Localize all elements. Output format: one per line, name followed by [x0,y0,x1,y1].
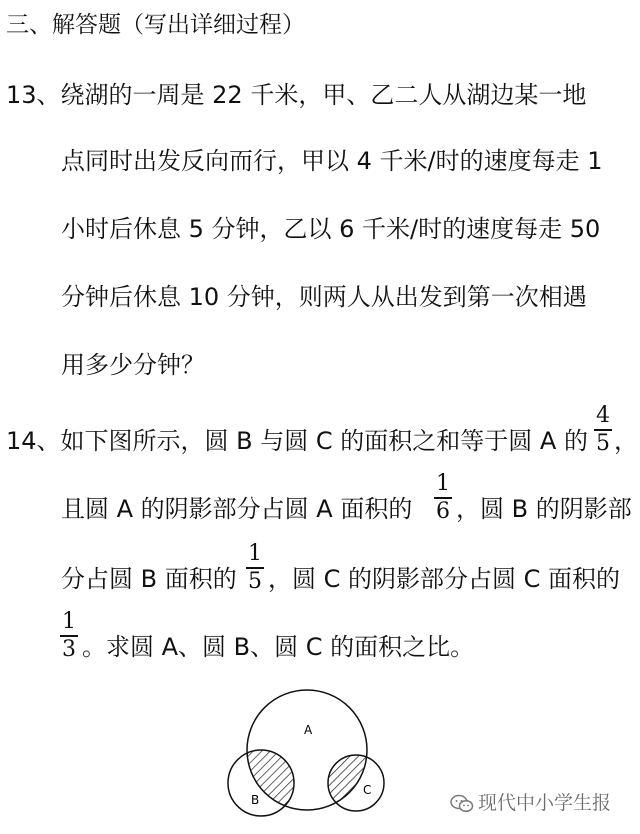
q14-line-4b: 。求圆 A、圆 B、圆 C 的面积之比。 [82,633,475,661]
fraction-denominator: 6 [436,498,450,524]
q13-line-4: 分钟后休息 10 分钟，则两人从出发到第一次相遇 [61,283,587,311]
q14-line-1-tail: ， [614,427,638,455]
fraction-numerator: 1 [62,609,76,634]
fraction-denominator: 3 [62,636,76,662]
fraction-numerator: 4 [596,403,610,428]
q13-line-1: 13、绕湖的一周是 22 千米，甲、乙二人从湖边某一地 [6,81,587,109]
watermark-text: 现代中小学生报 [478,792,612,814]
fraction-numerator: 1 [248,541,262,566]
q13-line-5: 用多少分钟？ [61,351,205,379]
q13-line-3: 小时后休息 5 分钟，乙以 6 千米/时的速度每走 50 [61,215,601,243]
fraction-denominator: 5 [248,568,262,594]
q14-line-3b: ，圆 C 的阴影部分占圆 C 面积的 [268,565,621,593]
fraction-1-6 [434,472,452,524]
fraction-1-3 [60,610,78,662]
fraction-denominator: 5 [596,430,610,456]
q14-line-2b: ，圆 B 的阴影部 [456,495,632,523]
label-a: A [304,723,313,737]
label-b: B [251,793,260,807]
q14-line-2a: 且圆 A 的阴影部分占圆 A 面积的 [61,495,413,523]
q14-line-3a: 分占圆 B 面积的 [61,565,237,593]
fraction-numerator: 1 [436,471,450,496]
venn-circles-figure [220,682,400,834]
fraction-1-5 [246,542,264,594]
q13-line-2: 点同时出发反向而行，甲以 4 千米/时的速度每走 1 [61,147,603,175]
section-heading: 三、解答题（写出详细过程） [6,12,305,38]
watermark [450,788,611,815]
fraction-4-5 [594,404,612,456]
wechat-icon [450,794,474,814]
q14-line-1: 14、如下图所示，圆 B 与圆 C 的面积之和等于圆 A 的 [6,427,588,455]
label-c: C [363,783,372,797]
